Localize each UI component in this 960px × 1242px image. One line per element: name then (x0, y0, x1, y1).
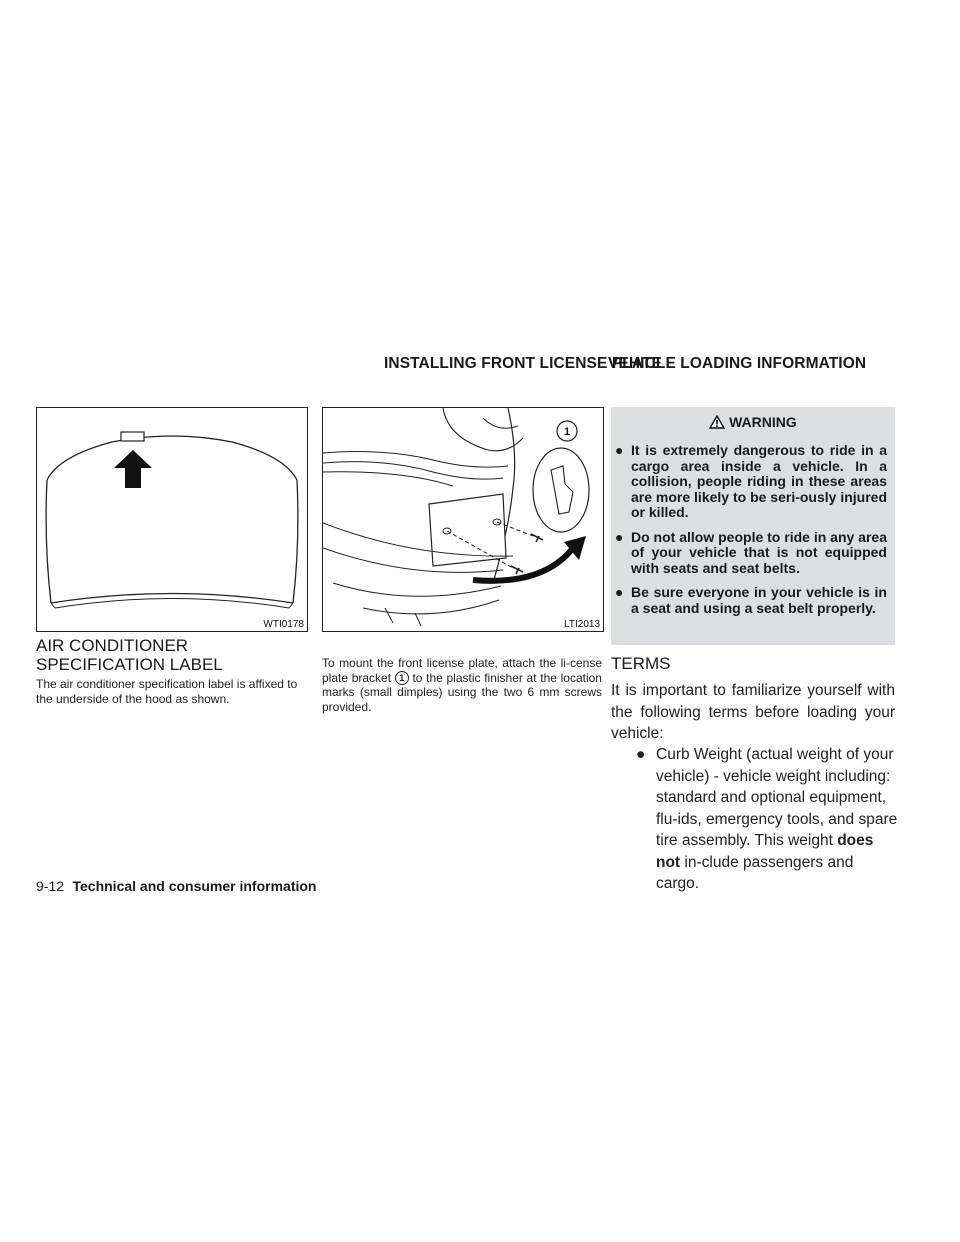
terms-intro: It is important to familiarize yourself with the following terms before loading your vehicle: (611, 682, 895, 742)
warning-item: ● Be sure everyone in your vehicle is in a seat and using a seat belt properly. (615, 584, 887, 616)
arrow-up-icon (114, 450, 152, 488)
label-location-marker (121, 432, 144, 441)
figure-code-plate: LTI2013 (564, 619, 600, 630)
warning-list (611, 443, 895, 616)
license-plate-instructions: To mount the front license plate, attach the li-cense plate bracket 1 to the plastic finisher at the location marks (small dimples) using the two 6 mm screws provided. (322, 656, 602, 714)
hood-illustration (37, 408, 307, 631)
callout-1-icon: 1 (395, 671, 409, 685)
callout-number: 1 (563, 426, 571, 438)
section-header-vehicle-loading: VEHICLE LOADING INFORMATION (608, 355, 867, 372)
hood-figure (36, 407, 308, 632)
section-header-license-plate: INSTALLING FRONT LICENSE PLATE (384, 355, 662, 372)
license-plate-illustration (323, 408, 603, 631)
warning-item: ● Do not allow people to ride in any area of your vehicle that is not equipped with seats and seat belts. (615, 528, 887, 576)
license-plate-figure (322, 407, 604, 632)
chapter-title: Technical and consumer information (72, 878, 317, 894)
warning-triangle-icon (709, 415, 725, 429)
terms-list-item: ● Curb Weight (actual weight of your vehicle) - vehicle weight including: standard and optional equipment, flu-ids, emergency tools, and spare tire assembly. This weight does not in-clude passengers and cargo. (636, 746, 898, 892)
page-number: 9-12 (36, 878, 65, 894)
figure-code-hood: WTI0178 (263, 619, 304, 630)
terms-bullet: ● (636, 746, 646, 763)
ac-section-body: The air conditioner specification label is affixed to the underside of the hood as shown. (36, 677, 298, 706)
terms-title: TERMS (611, 654, 671, 673)
ac-section-title: AIR CONDITIONER SPECIFICATION LABEL (36, 636, 223, 674)
page-footer (36, 878, 317, 896)
warning-item: ● It is extremely dangerous to ride in a cargo area inside a vehicle. In a collision, people riding in these areas are more likely to be seri-ously injured or killed. (615, 442, 887, 520)
warning-box (611, 407, 895, 645)
warning-title: WARNING (611, 407, 895, 436)
